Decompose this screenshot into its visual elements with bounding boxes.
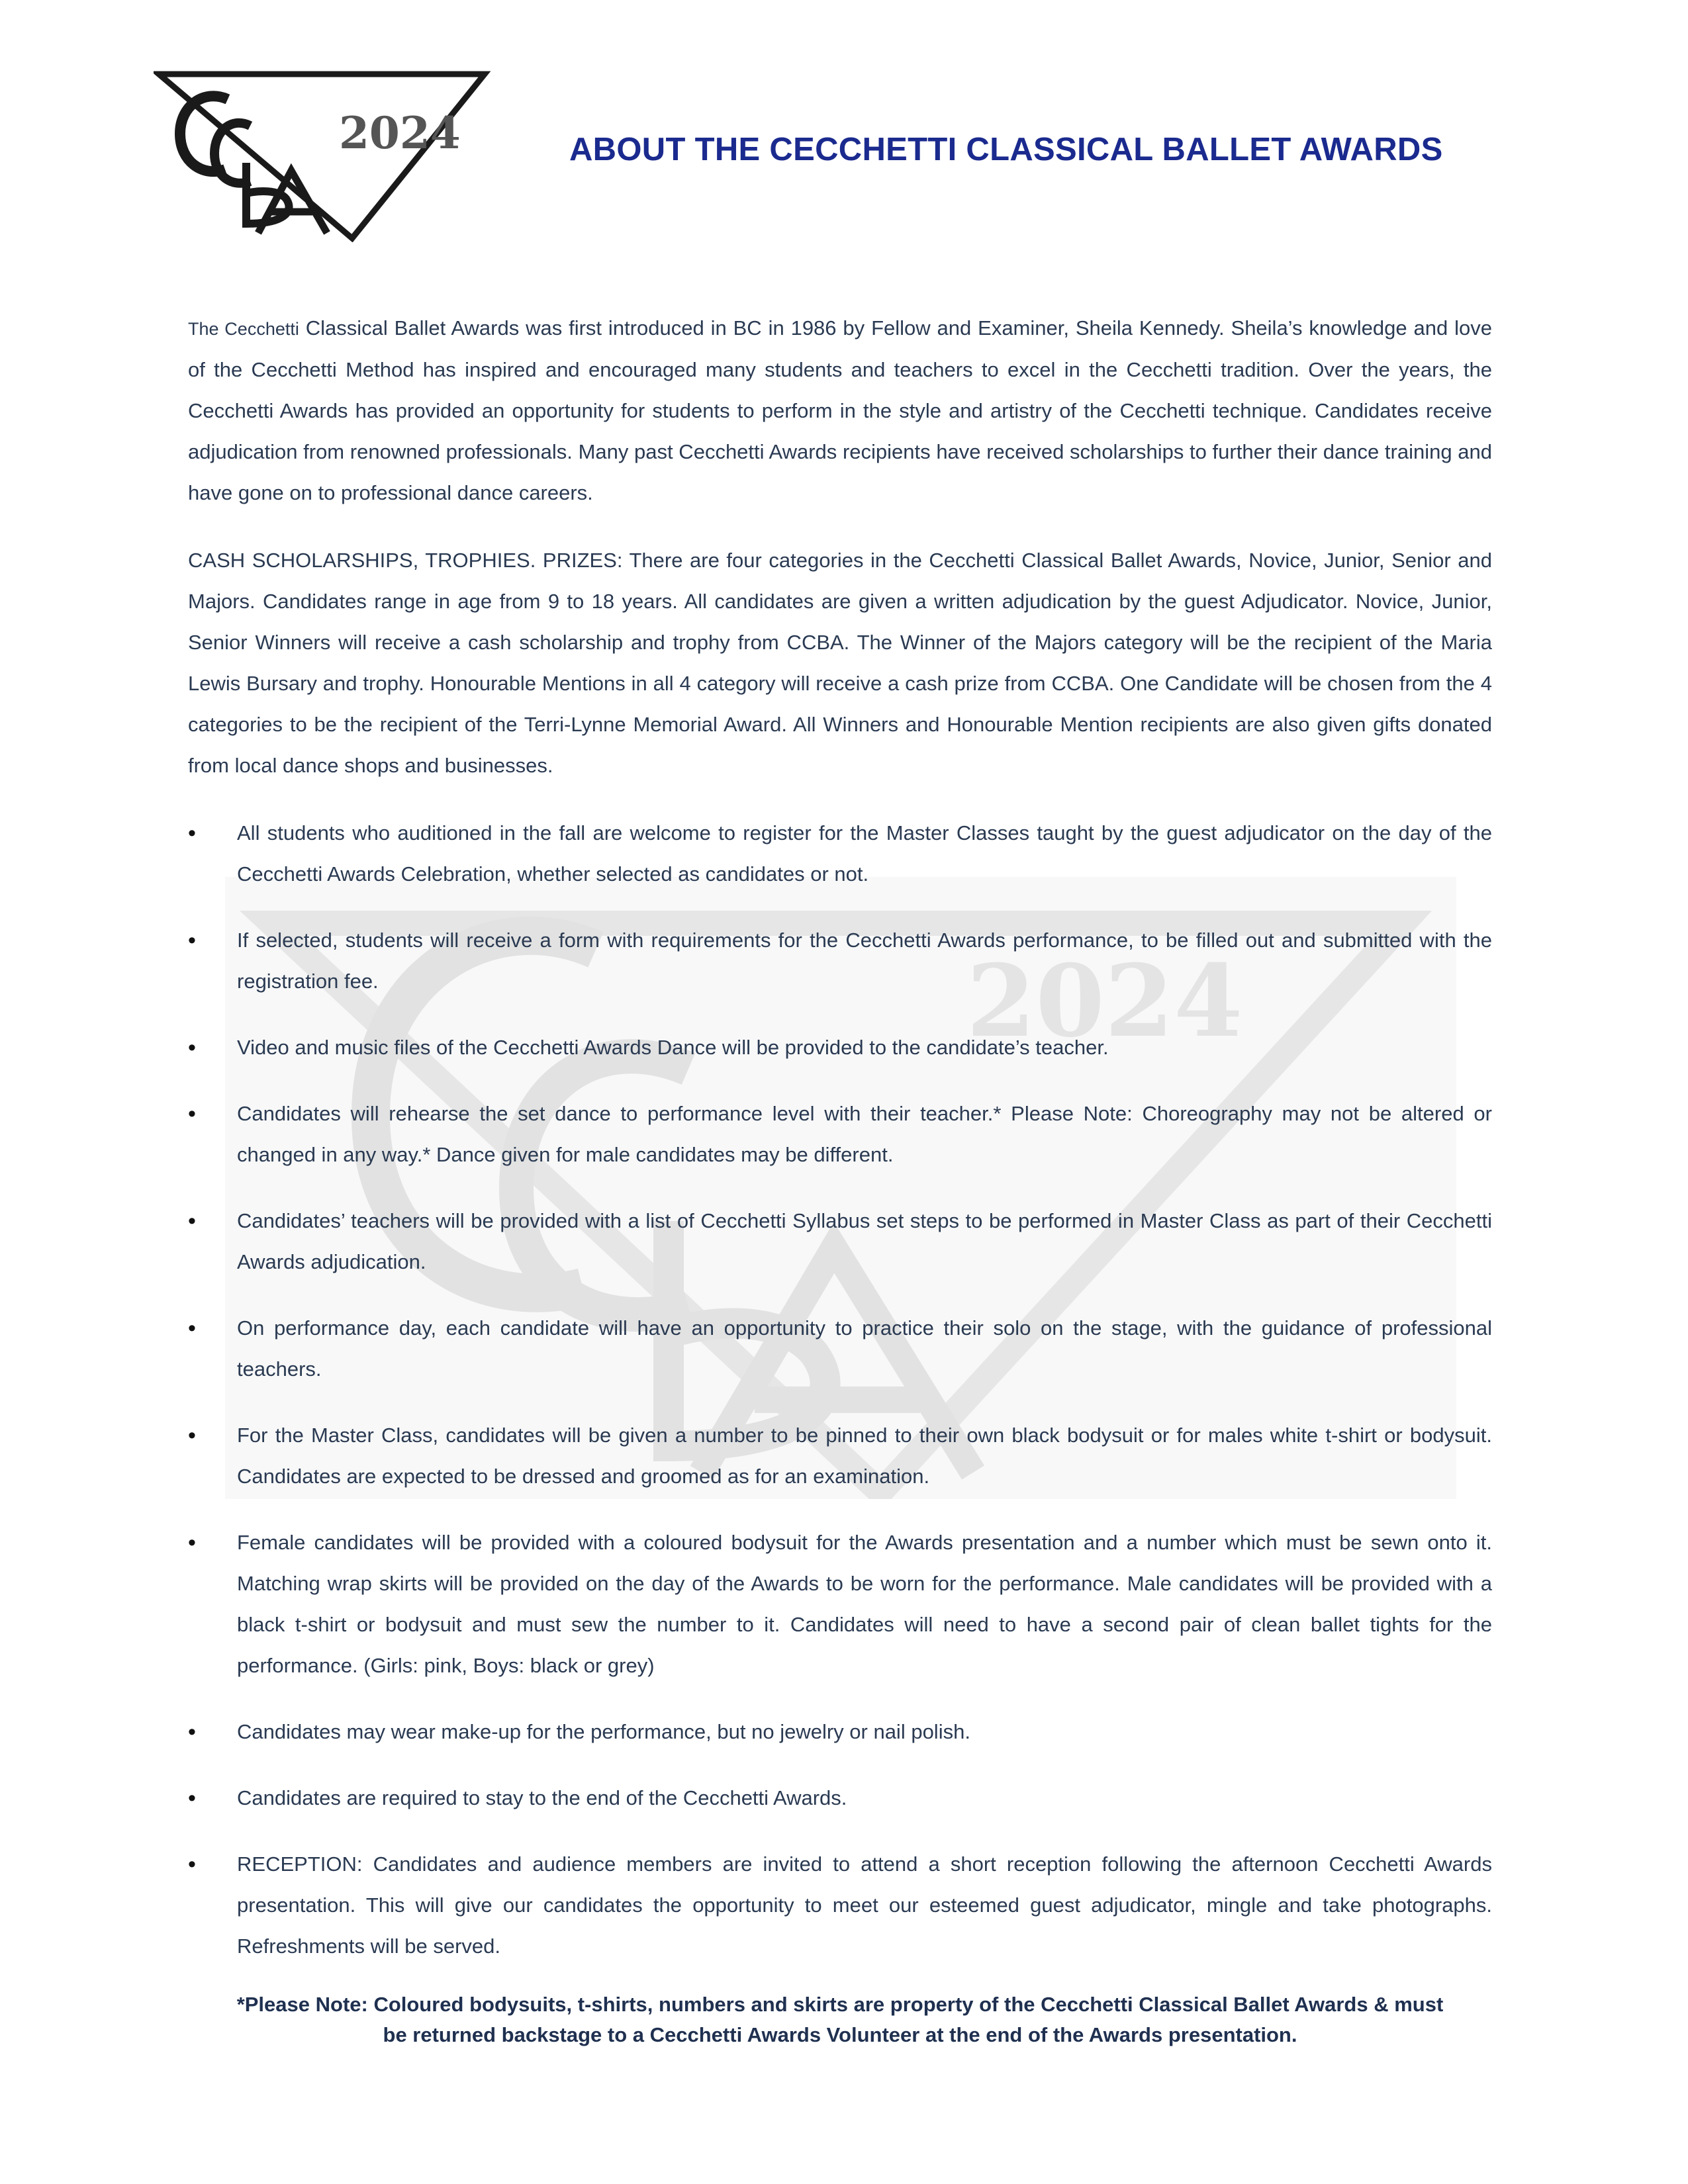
page-title: ABOUT THE CECCHETTI CLASSICAL BALLET AWARDS — [569, 132, 1443, 167]
list-item — [188, 1093, 1492, 1175]
bullet-icon: • — [188, 1719, 196, 1745]
list-item-text: Candidates may wear make-up for the performance, but no jewelry or nail polish. — [237, 1720, 970, 1743]
list-item — [188, 1711, 1492, 1752]
information-list — [188, 813, 1492, 1967]
closing-note — [188, 1989, 1492, 2050]
intro-lead: The Cecchetti — [188, 319, 299, 339]
ccba-logo — [154, 70, 491, 242]
bullet-icon: • — [188, 1423, 196, 1448]
list-item-text: RECEPTION: Candidates and audience members are invited to attend a short reception following the afternoon Cecchetti Awards presentation. This will give our candidates the opportunity to meet our esteemed guest adjudicator, mingle and take photographs. Refreshments will be served. — [237, 1852, 1492, 1958]
list-item-text: All students who auditioned in the fall are welcome to register for the Master Classes taught by the guest adjudicator on the day of the Cecchetti Awards Celebration, whether selected as candidates or not. — [237, 821, 1492, 886]
list-item — [188, 920, 1492, 1002]
bullet-icon: • — [188, 821, 196, 846]
scholarships-paragraph: CASH SCHOLARSHIPS, TROPHIES. PRIZES: There are four categories in the Cecchetti Classical Ballet Awards, Novice, Junior, Senior and Majors. Candidates range in age from 9 to 18 years. All candidates are given a written adjudication by the guest Adjudicator. Novice, Junior, Senior Winners will receive a cash scholarship and trophy from CCBA. The Winner of the Majors category will be the recipient of the Maria Lewis Bursary and trophy. Honourable Mentions in all 4 category will receive a cash prize from CCBA. One Candidate will be chosen from the 4 categories to be the recipient of the Terri-Lynne Memorial Award. All Winners and Honourable Mention recipients are also given gifts donated from local dance shops and businesses. — [188, 549, 1492, 777]
bullet-icon: • — [188, 1852, 196, 1877]
list-item-text: If selected, students will receive a form with requirements for the Cecchetti Awards performance, to be filled out and submitted with the registration fee. — [237, 929, 1492, 993]
list-item-text: Candidates will rehearse the set dance to performance level with their teacher.* Please Note: Choreography may not be altered or changed in any way.* Dance given for male candidates may be different. — [237, 1102, 1492, 1166]
list-item-text: On performance day, each candidate will have an opportunity to practice their solo on the stage, with the guidance of professional teachers. — [237, 1316, 1492, 1381]
bullet-icon: • — [188, 928, 196, 953]
bullet-icon: • — [188, 1316, 196, 1341]
bullet-icon: • — [188, 1530, 196, 1555]
closing-note-line-1: *Please Note: Coloured bodysuits, t-shirts, numbers and skirts are property of the Cecchetti Classical Ballet Awards & must — [236, 1993, 1444, 2016]
list-item-text: Video and music files of the Cecchetti Awards Dance will be provided to the candidate’s teacher. — [237, 1036, 1109, 1059]
bullet-icon: • — [188, 1786, 196, 1811]
bullet-icon: • — [188, 1035, 196, 1060]
bullet-icon: • — [188, 1208, 196, 1234]
list-item — [188, 1201, 1492, 1283]
logo-monogram — [180, 96, 327, 233]
list-item — [188, 1308, 1492, 1390]
bullet-icon: • — [188, 1101, 196, 1126]
list-item — [188, 1522, 1492, 1686]
list-item-text: Candidates are required to stay to the end of the Cecchetti Awards. — [237, 1786, 847, 1809]
list-item-text: Candidates’ teachers will be provided with a list of Cecchetti Syllabus set steps to be performed in Master Class as part of their Cecchetti Awards adjudication. — [237, 1209, 1492, 1273]
closing-note-line-2: be returned backstage to a Cecchetti Awards Volunteer at the end of the Awards presentation. — [383, 2023, 1297, 2046]
logo-year: 2024 — [339, 107, 461, 159]
list-item-text: For the Master Class, candidates will be given a number to be pinned to their own black bodysuit or for males white t-shirt or bodysuit. Candidates are expected to be dressed and groomed as for an examination. — [237, 1424, 1492, 1488]
intro-text: Classical Ballet Awards was first introduced in BC in 1986 by Fellow and Examiner, Sheila Kennedy. Sheila’s knowledge and love of the Cecchetti Method has inspired and encouraged many students and teachers to excel in the Cecchetti tradition. Over the years, the Cecchetti Awards has provided an opportunity for students to perform in the style and artistry of the Cecchetti technique. Candidates receive adjudication from renowned professionals. Many past Cecchetti Awards recipients have received scholarships to further their dance training and have gone on to professional dance careers. — [188, 316, 1492, 504]
list-item — [188, 1415, 1492, 1497]
intro-paragraph — [188, 308, 1492, 514]
list-item — [188, 1844, 1492, 1967]
watermark-year: 2024 — [966, 943, 1243, 1060]
main-content — [188, 308, 1492, 1992]
list-item — [188, 1027, 1492, 1068]
list-item — [188, 1778, 1492, 1819]
list-item-text: Female candidates will be provided with a coloured bodysuit for the Awards presentation and a number which must be sewn onto it. Matching wrap skirts will be provided on the day of the Awards to be worn for the performance. Male candidates will be provided with a black t-shirt or bodysuit and must sew the number to it. Candidates will need to have a second pair of clean ballet tights for the performance. (Girls: pink, Boys: black or grey) — [237, 1531, 1492, 1677]
list-item — [188, 813, 1492, 895]
